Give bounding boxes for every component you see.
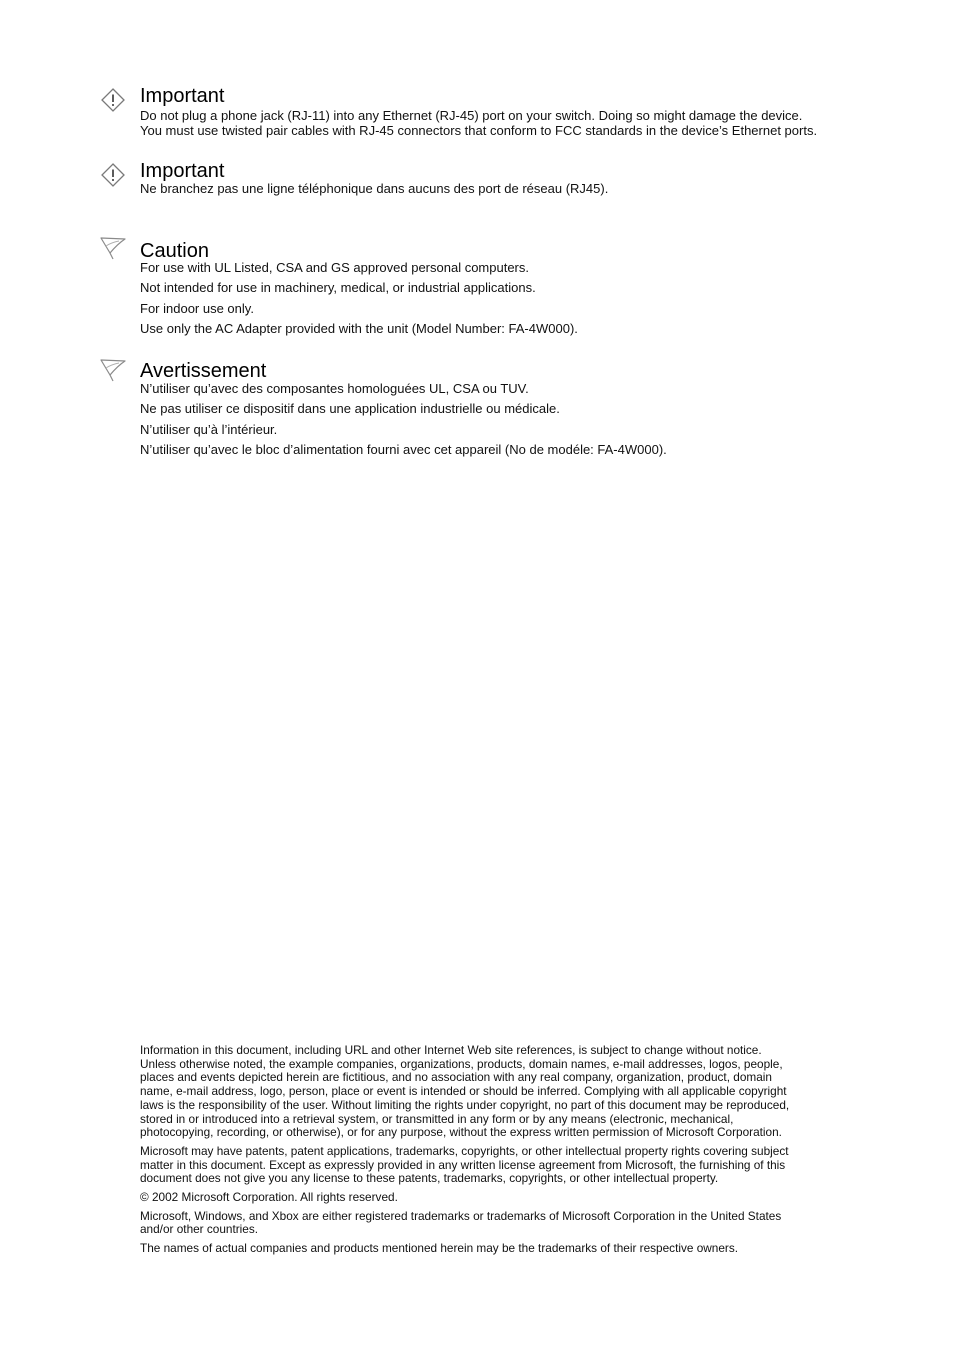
legal-line: The names of actual companies and products mentioned herein may be the trademarks of their respective owners. bbox=[140, 1241, 739, 1256]
notice-body bbox=[140, 181, 900, 196]
notice-heading: Caution bbox=[140, 240, 209, 262]
notice-line: Ne branchez pas une ligne téléphonique dans aucuns des port de réseau (RJ45). bbox=[140, 181, 609, 196]
warning-diamond-icon bbox=[99, 161, 127, 189]
notice-line: Do not plug a phone jack (RJ-11) into any Ethernet (RJ-45) port on your switch. Doing so might damage the device. bbox=[140, 108, 803, 123]
legal-line: Microsoft may have patents, patent applications, trademarks, copyrights, or other intellectual property rights covering subject bbox=[140, 1143, 789, 1158]
notice-line: You must use twisted pair cables with RJ-45 connectors that conform to FCC standards in the device’s Ethernet ports. bbox=[140, 123, 818, 138]
legal-paragraph bbox=[140, 1044, 890, 1140]
legal-line: Microsoft, Windows, and Xbox are either registered trademarks or trademarks of Microsoft Corporation in the United States bbox=[140, 1208, 782, 1223]
notice-line: Ne pas utiliser ce dispositif dans une application industrielle ou médicale. bbox=[140, 401, 560, 417]
notice-line: N’utiliser qu’à l’intérieur. bbox=[140, 421, 278, 437]
notice-line: For use with UL Listed, CSA and GS approved personal computers. bbox=[140, 260, 529, 275]
notice-line: Use only the AC Adapter provided with the unit (Model Number: FA-4W000). bbox=[140, 320, 578, 336]
legal-line: laws is the responsibility of the user. Without limiting the rights under copyright, no part of this document may be reproduced, bbox=[140, 1097, 790, 1112]
caution-flag-icon bbox=[99, 235, 127, 263]
caution-flag-icon bbox=[99, 357, 127, 385]
legal-line: and/or other countries. bbox=[140, 1222, 259, 1237]
legal-line: stored in or introduced into a retrieval system, or transmitted in any form or by any means (electronic, mechanical, bbox=[140, 1111, 734, 1126]
notice-line: Not intended for use in machinery, medical, or industrial applications. bbox=[140, 280, 536, 296]
notice-line: For indoor use only. bbox=[140, 300, 254, 316]
legal-line: © 2002 Microsoft Corporation. All rights reserved. bbox=[140, 1190, 398, 1205]
legal-line: document does not give you any license to these patents, trademarks, copyrights, or other intellectual property. bbox=[140, 1171, 719, 1186]
legal-notice bbox=[140, 1044, 890, 1261]
warning-diamond-icon bbox=[99, 86, 127, 114]
legal-line: name, e-mail address, logo, person, place or event is intended or should be inferred. Complying with all applicable copyright bbox=[140, 1084, 787, 1099]
notice-body bbox=[140, 258, 900, 339]
legal-paragraph bbox=[140, 1145, 890, 1186]
notice-line: N’utiliser qu’avec des composantes homologuées UL, CSA ou TUV. bbox=[140, 381, 529, 396]
notice-heading: Important bbox=[140, 85, 225, 107]
copyright-line bbox=[140, 1191, 890, 1205]
legal-line: matter in this document. Except as expressly provided in any written license agreement from Microsoft, the furnishing of this bbox=[140, 1157, 786, 1172]
notice-body bbox=[140, 108, 900, 138]
legal-paragraph bbox=[140, 1242, 890, 1256]
notice-body bbox=[140, 379, 900, 460]
legal-line: places and events depicted herein are fictitious, and no association with any real company, organization, product, domain bbox=[140, 1070, 772, 1085]
legal-line: photocopying, recording, or otherwise), or for any purpose, without the express written permission of Microsoft Corporation. bbox=[140, 1125, 782, 1140]
legal-line: Unless otherwise noted, the example companies, organizations, products, domain names, e-mail addresses, logos, people, bbox=[140, 1056, 783, 1071]
notice-line: N’utiliser qu’avec le bloc d’alimentation fourni avec cet appareil (No de modéle: FA-4W000). bbox=[140, 441, 667, 457]
legal-paragraph bbox=[140, 1210, 890, 1237]
notice-heading: Important bbox=[140, 160, 225, 182]
legal-line: Information in this document, including URL and other Internet Web site references, is subject to change without notice. bbox=[140, 1043, 762, 1057]
notice-heading: Avertissement bbox=[140, 360, 267, 382]
